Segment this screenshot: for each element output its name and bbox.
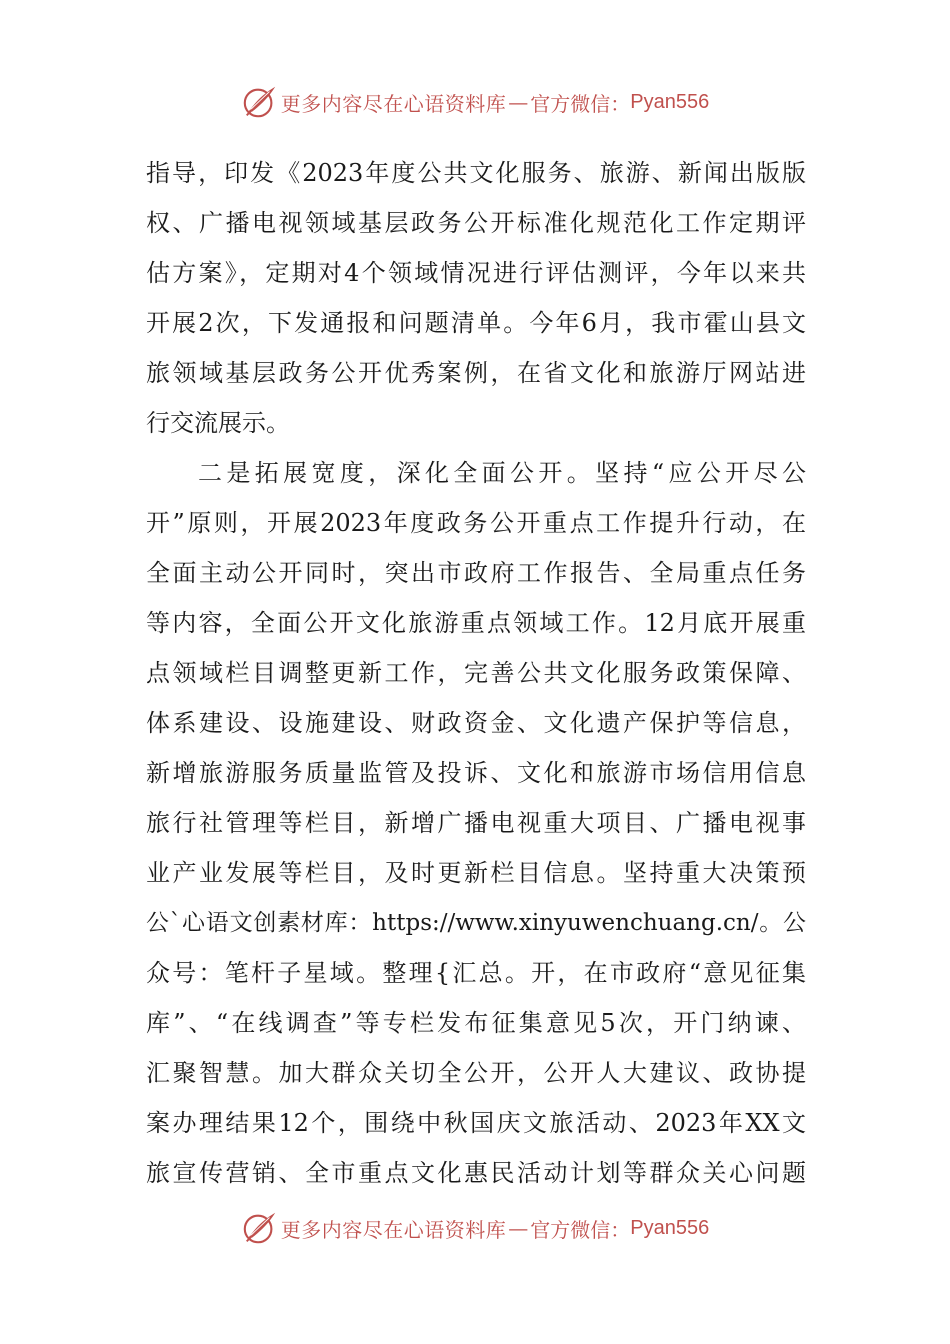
text-line: 众号：笔杆子星域。整理{汇总。开，在市政府“意见征集 <box>146 959 806 987</box>
text-line: 体系建设、设施建设、财政资金、文化遗产保护等信息， <box>146 709 806 737</box>
text-line: 公`心语文创素材库：https://www.xinyuwenchuang.cn/。公 <box>146 910 806 936</box>
document-body <box>146 148 806 1198</box>
banner-wechat-prefix: 官方微信： <box>530 1217 631 1242</box>
banner-text: 更多内容尽在心语资料库 <box>280 1217 507 1242</box>
banner-wechat-id: Pyan556 <box>630 1216 710 1239</box>
text-line: 开”原则，开展2023年度政务公开重点工作提升行动，在 <box>146 509 806 537</box>
text-line: 新增旅游服务质量监管及投诉、文化和旅游市场信用信息 <box>146 759 806 787</box>
banner-text: 更多内容尽在心语资料库 <box>280 91 507 116</box>
text-line: 等内容，全面公开文化旅游重点领域工作。12月底开展重 <box>146 609 806 637</box>
text-line: 行交流展示。 <box>146 409 290 437</box>
text-line: 点领域栏目调整更新工作，完善公共文化服务政策保障、 <box>146 659 806 687</box>
banner-separator: — <box>508 90 529 114</box>
text-line: 全面主动公开同时，突出市政府工作报告、全局重点任务 <box>146 559 806 587</box>
text-line: 汇聚智慧。加大群众关切全公开，公开人大建议、政协提 <box>146 1059 806 1087</box>
quill-logo-icon <box>241 83 279 121</box>
banner-wechat-prefix: 官方微信： <box>530 91 631 116</box>
banner-separator: — <box>508 1216 529 1240</box>
text-line: 案办理结果12个，围绕中秋国庆文旅活动、2023年XX文 <box>146 1109 806 1137</box>
paragraph-heading-line: 二是拓展宽度，深化全面公开。坚持“应公开尽公 <box>198 459 806 487</box>
header-banner <box>0 82 950 122</box>
text-line: 库”、“在线调查”等专栏发布征集意见5次，开门纳谏、 <box>146 1009 806 1037</box>
text-line: 旅领域基层政务公开优秀案例，在省文化和旅游厅网站进 <box>146 359 806 387</box>
text-line: 权、广播电视领域基层政务公开标准化规范化工作定期评 <box>146 209 806 237</box>
text-line: 业产业发展等栏目，及时更新栏目信息。坚持重大决策预 <box>146 859 806 887</box>
quill-logo-icon <box>241 1209 279 1247</box>
banner-wechat-id: Pyan556 <box>630 90 710 113</box>
text-line: 估方案》，定期对4个领域情况进行评估测评，今年以来共 <box>146 259 806 287</box>
footer-banner <box>0 1208 950 1248</box>
text-line: 指导，印发《2023年度公共文化服务、旅游、新闻出版版 <box>146 159 806 187</box>
text-line: 开展2次，下发通报和问题清单。今年6月，我市霍山县文 <box>146 309 806 337</box>
text-line: 旅宣传营销、全市重点文化惠民活动计划等群众关心问题 <box>146 1159 806 1187</box>
text-line: 旅行社管理等栏目，新增广播电视重大项目、广播电视事 <box>146 809 806 837</box>
